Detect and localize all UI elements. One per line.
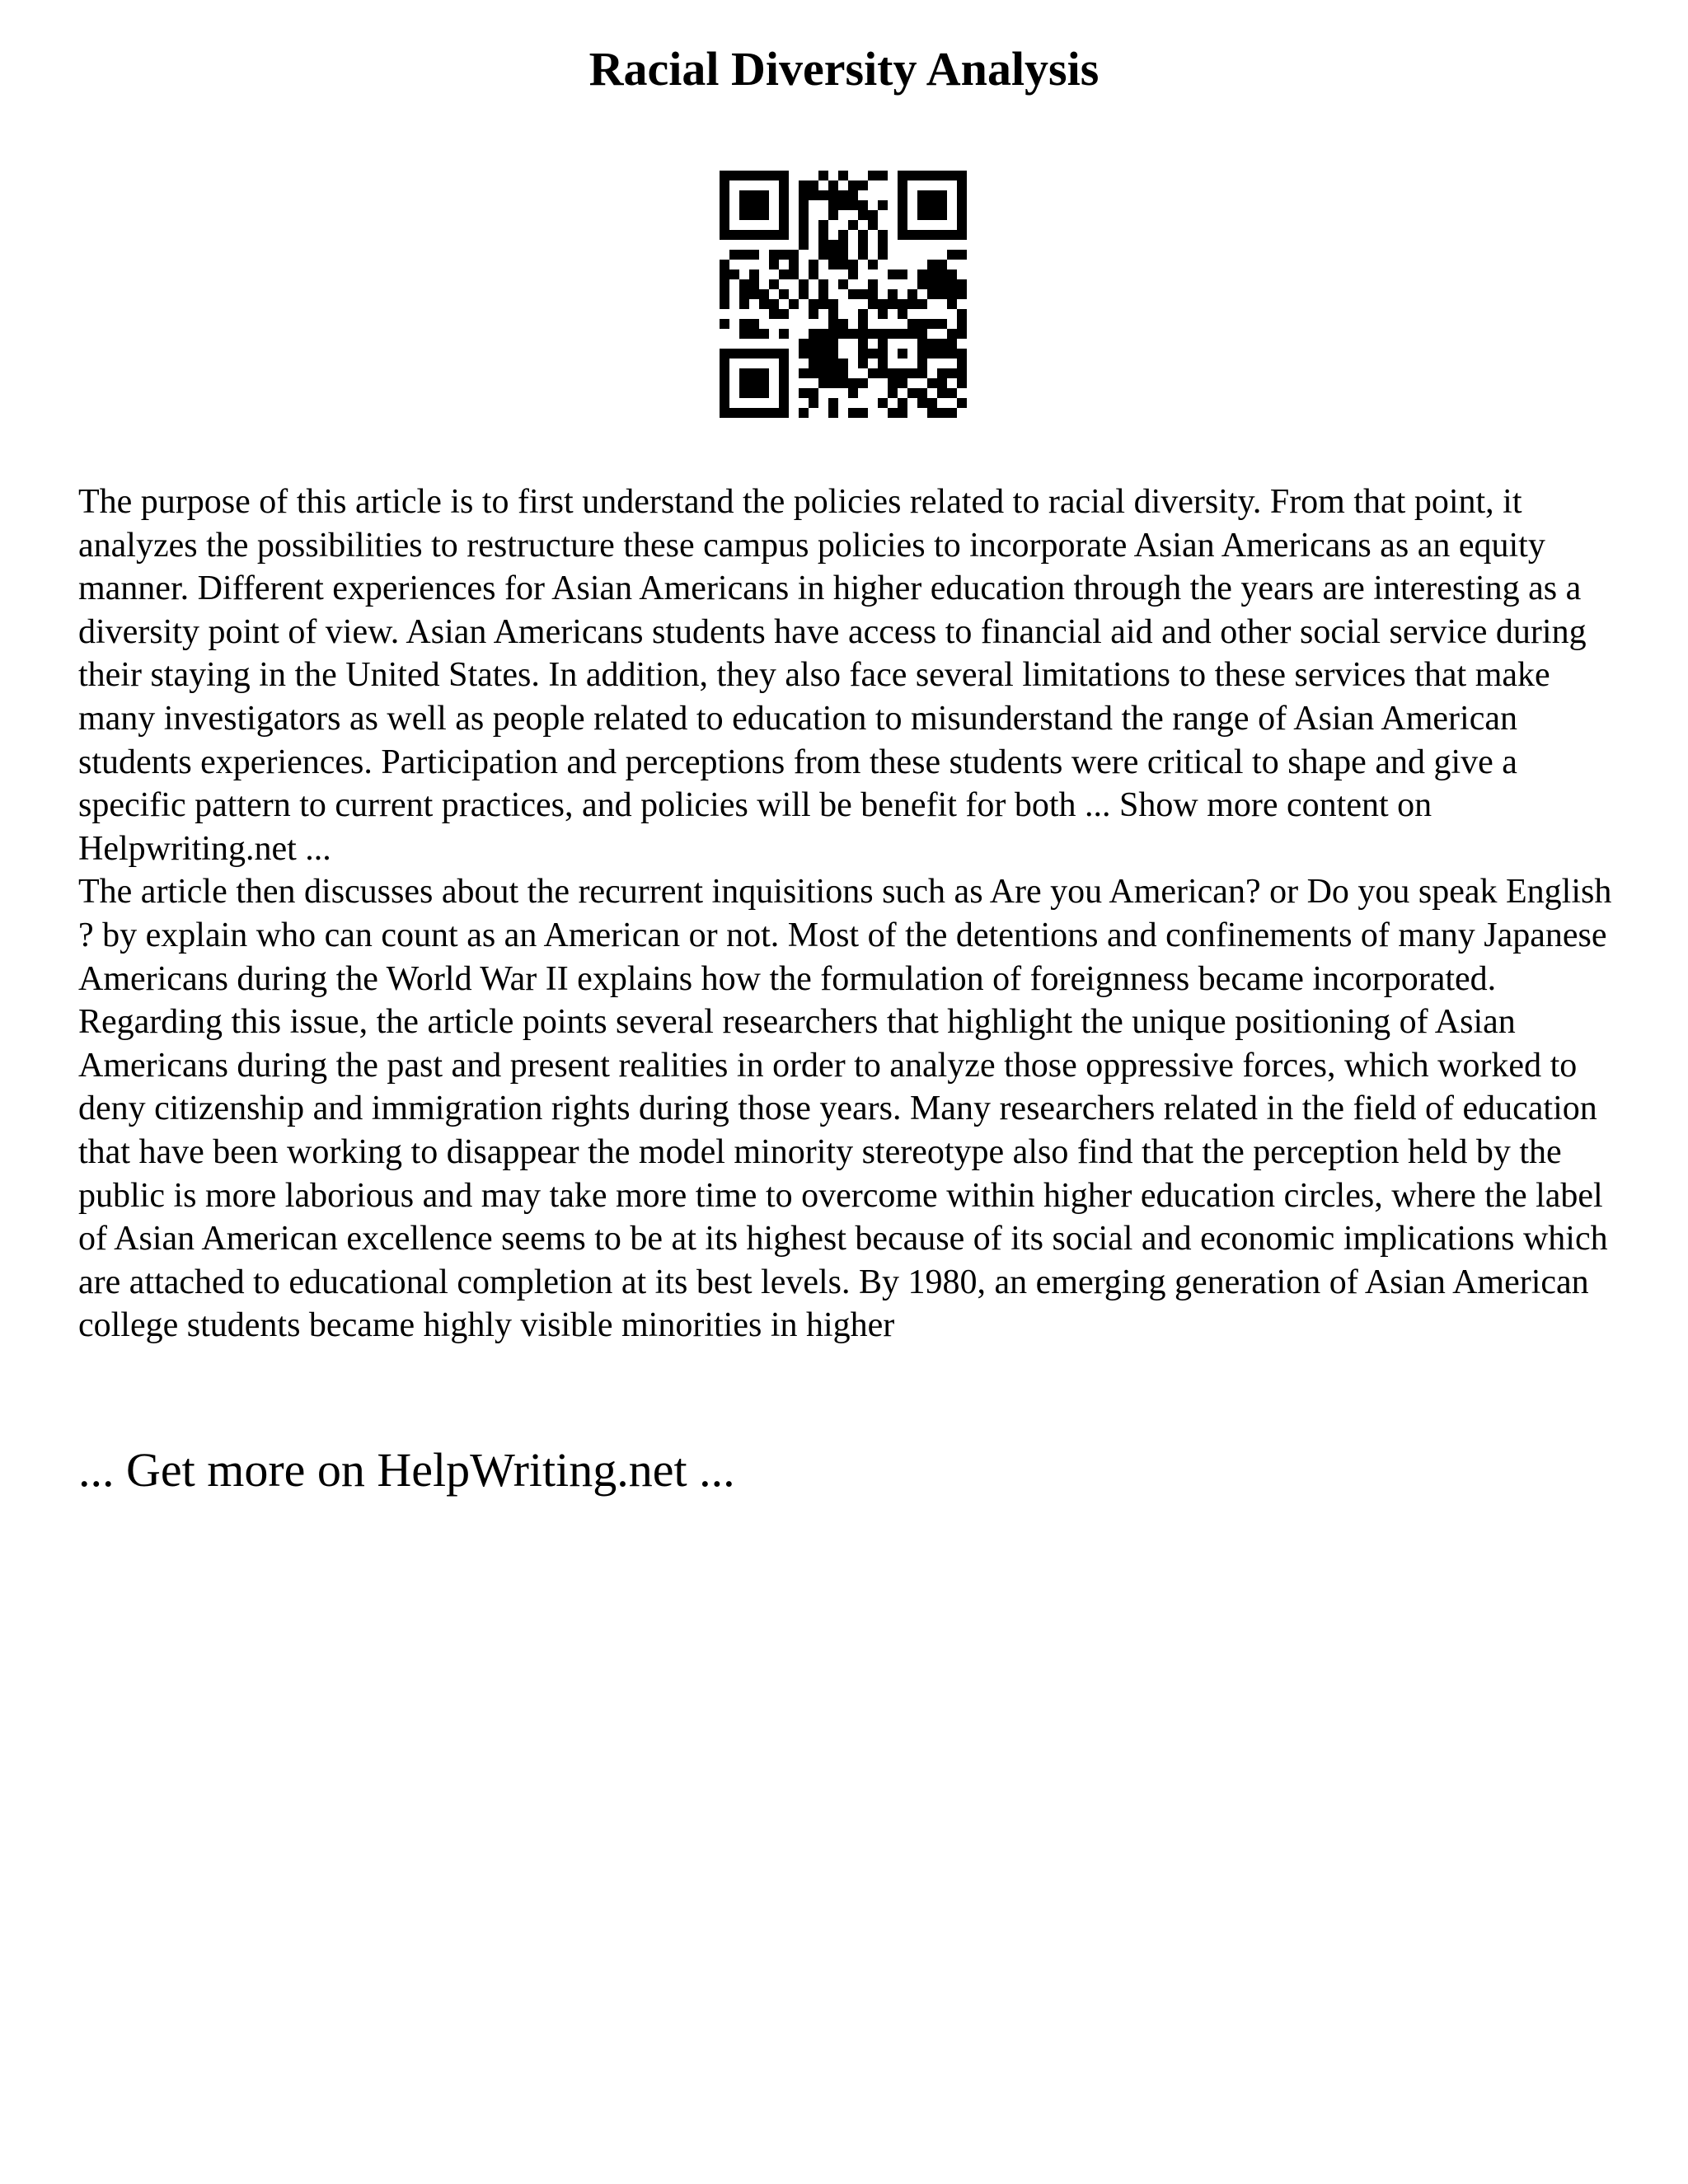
page-title: Racial Diversity Analysis [588, 42, 1100, 96]
paragraph: The purpose of this article is to first understand the policies related to racial diversity. From that point, it analyzes the possibilities to restructure these campus policies to incorporate Asian Americans as an equity manner. Different experiences for Asian Americans in higher education through the years are interesting as a diversity point of view. Asian Americans students have access to financial aid and other social service during their staying in the United States. In addition, they also face several limitations to these services that make many investigators as well as people related to education to misunderstand the range of Asian American students experiences. Participation and perceptions from these students were critical to shape and give a specific pattern to current practices, and policies will be benefit for both ... Show more content on Helpwriting.net ... [78, 483, 1587, 868]
qr-code-icon [720, 171, 967, 418]
get-more-link[interactable]: ... Get more on HelpWriting.net ... [78, 1443, 735, 1497]
article-body [78, 480, 1628, 1347]
paragraph: The article then discusses about the recurrent inquisitions such as Are you American? or Do you speak English ? by explain who can count as an American or not. Most of the detentions and confinements of many Japanese Americans during the World War II explains how the formulation of foreignness became incorporated. Regarding this issue, the article points several researchers that highlight the unique positioning of Asian Americans during the past and present realities in order to analyze those oppressive forces, which worked to deny citizenship and immigration rights during those years. Many researchers related in the field of education that have been working to disappear the model minority stereotype also find that the perception held by the public is more laborious and may take more time to overcome within higher education circles, where the label of Asian American excellence seems to be at its highest because of its social and economic implications which are attached to educational completion at its best levels. By 1980, an emerging generation of Asian American college students became highly visible minorities in higher [78, 873, 1612, 1345]
